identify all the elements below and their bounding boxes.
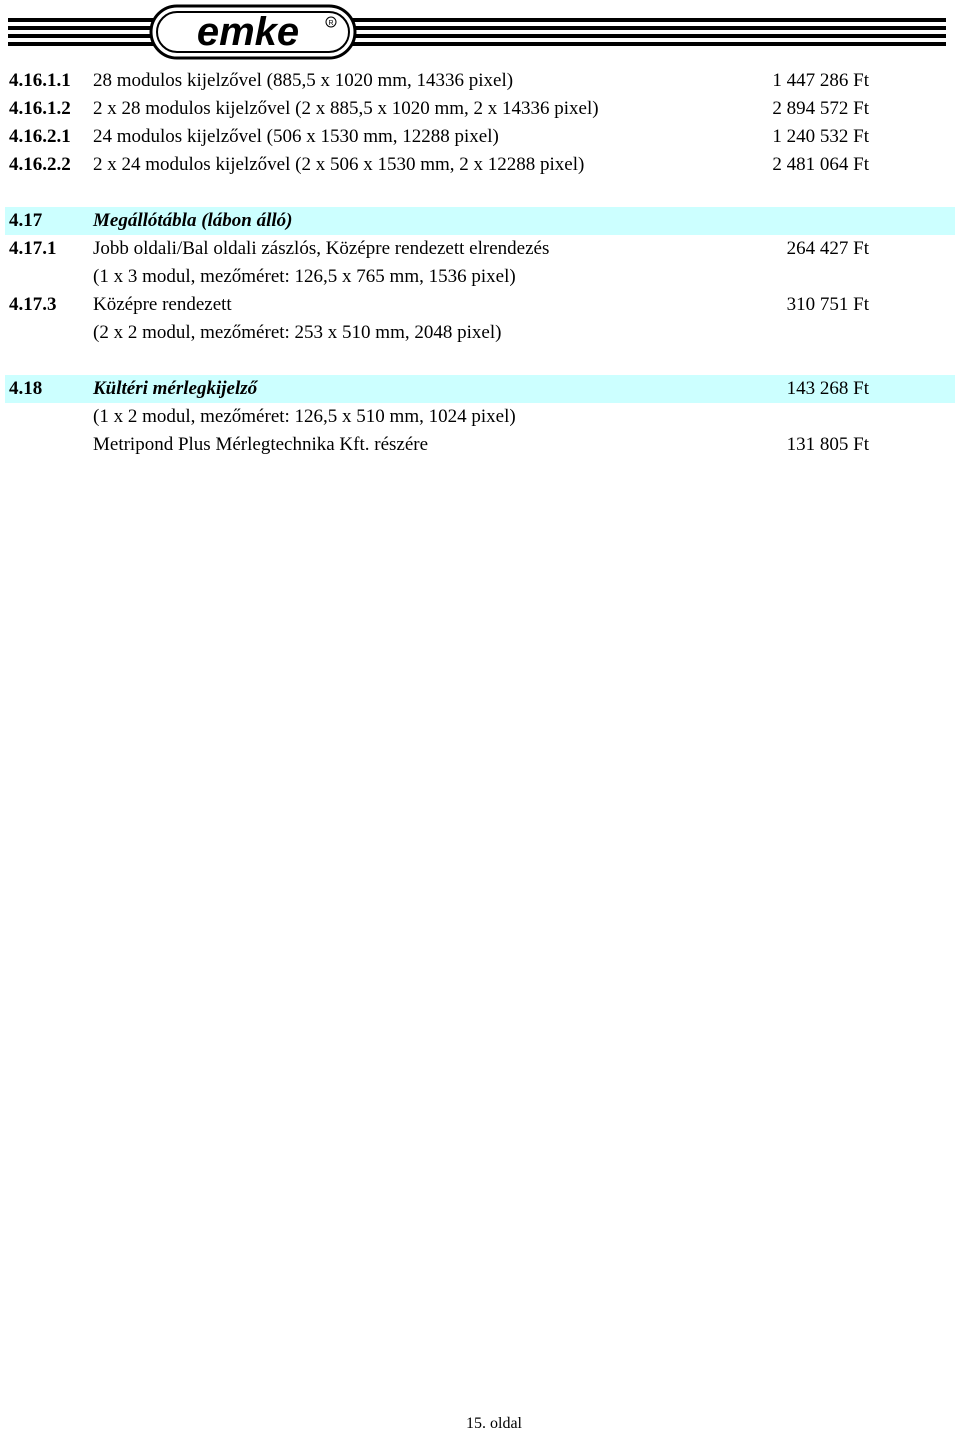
page-number: 15. oldal xyxy=(466,1415,522,1432)
section-price: 143 268 Ft xyxy=(786,378,869,399)
price-row xyxy=(0,123,960,151)
item-price: 1 447 286 Ft xyxy=(772,70,869,91)
section-header-4-17 xyxy=(5,207,955,235)
item-price: 2 481 064 Ft xyxy=(772,154,869,175)
item-description: 2 x 24 modulos kijelzővel (2 x 506 x 1530 mm, 2 x 12288 pixel) xyxy=(93,154,585,175)
item-detail: (1 x 3 modul, mezőméret: 126,5 x 765 mm, 1536 pixel) xyxy=(93,266,516,287)
item-code: 4.16.1.2 xyxy=(9,98,71,119)
section-title: Megállótábla (lábon álló) xyxy=(93,210,293,231)
price-row xyxy=(0,235,960,263)
svg-text:R: R xyxy=(328,20,334,27)
item-price: 2 894 572 Ft xyxy=(772,98,869,119)
detail-row xyxy=(0,263,960,291)
section-header-4-18 xyxy=(5,375,955,403)
price-row xyxy=(0,431,960,459)
item-description: 2 x 28 modulos kijelzővel (2 x 885,5 x 1020 mm, 2 x 14336 pixel) xyxy=(93,98,599,119)
item-description: Jobb oldali/Bal oldali zászlós, Középre rendezett elrendezés xyxy=(93,238,550,259)
detail-row xyxy=(0,319,960,347)
price-row xyxy=(0,291,960,319)
page-footer xyxy=(0,1414,960,1434)
item-price: 264 427 Ft xyxy=(786,238,869,259)
item-code: 4.17.3 xyxy=(9,294,57,315)
price-row xyxy=(0,151,960,179)
item-code: 4.16.2.1 xyxy=(9,126,71,147)
detail-row xyxy=(0,403,960,431)
section-title: Kültéri mérlegkijelző xyxy=(93,378,258,399)
item-code: 4.17.1 xyxy=(9,238,57,259)
item-price: 310 751 Ft xyxy=(786,294,869,315)
item-detail: (1 x 2 modul, mezőméret: 126,5 x 510 mm, 1024 pixel) xyxy=(93,406,516,427)
page-header xyxy=(0,0,960,62)
item-description: Középre rendezett xyxy=(93,294,232,315)
price-row xyxy=(0,95,960,123)
section-code: 4.18 xyxy=(9,378,43,399)
item-code: 4.16.2.2 xyxy=(9,154,71,175)
item-description: 24 modulos kijelzővel (506 x 1530 mm, 12288 pixel) xyxy=(93,126,499,147)
item-detail: (2 x 2 modul, mezőméret: 253 x 510 mm, 2048 pixel) xyxy=(93,322,502,343)
item-price: 1 240 532 Ft xyxy=(772,126,869,147)
item-price: 131 805 Ft xyxy=(786,434,869,455)
item-code: 4.16.1.1 xyxy=(9,70,71,91)
logo-text: emke xyxy=(196,10,300,54)
price-row xyxy=(0,67,960,95)
item-description: Metripond Plus Mérlegtechnika Kft. részére xyxy=(93,434,429,455)
emke-logo xyxy=(148,3,358,61)
section-code: 4.17 xyxy=(9,210,43,231)
item-description: 28 modulos kijelzővel (885,5 x 1020 mm, 14336 pixel) xyxy=(93,70,514,91)
